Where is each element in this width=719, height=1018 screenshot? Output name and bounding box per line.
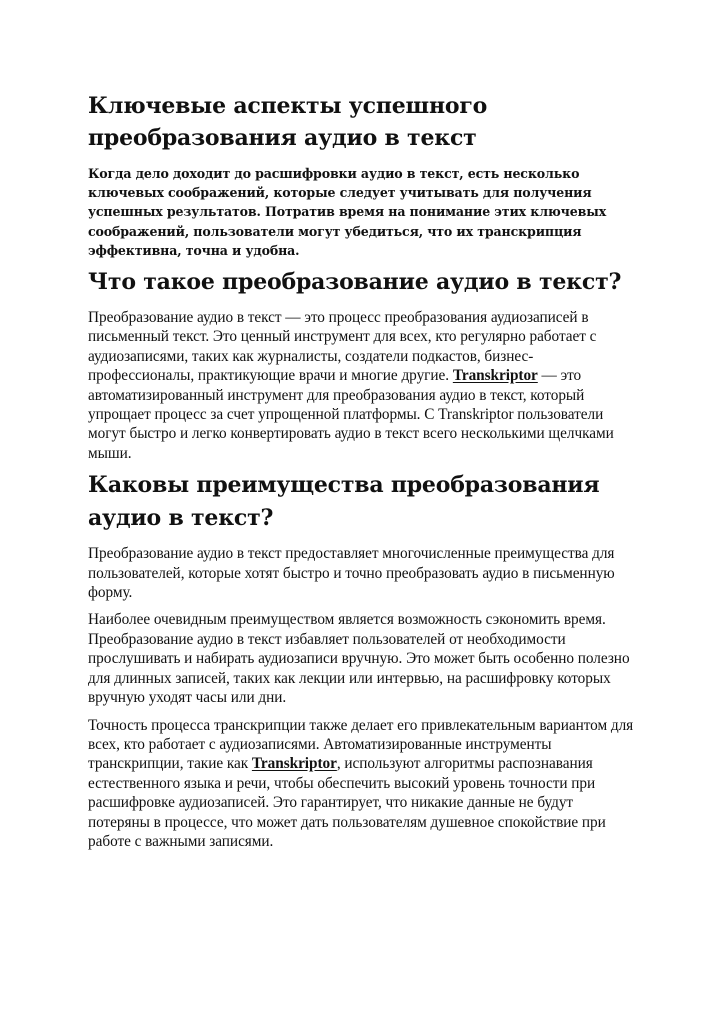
document-page xyxy=(88,90,636,851)
transkriptor-link[interactable]: Transkriptor xyxy=(452,367,538,385)
benefits-paragraph-2: Наиболее очевидным преимуществом является возможность сэкономить время. Преобразование аудио в текст избавляет пользователей от необходимости прослушивать и набирать аудиозаписи вручную. Это может быть особенно полезно для длинных записей, таких как лекции или интервью, на расшифровку которых вручную уходят часы или дни. xyxy=(88,611,630,707)
section-heading-benefits: Каковы преимущества преобразования аудио в текст? xyxy=(88,472,600,532)
page-title: Ключевые аспекты успешного преобразования аудио в текст xyxy=(88,93,488,151)
benefits-paragraph-3 xyxy=(88,716,636,852)
paragraph-text: Точность процесса транскрипции также делает его привлекательным вариантом для всех, кто работает с аудиозаписями. Автоматизированные инструменты транскрипции, такие как xyxy=(88,716,634,773)
section-what-is-paragraph xyxy=(88,308,636,463)
section-heading-what-is: Что такое преобразование аудио в текст? xyxy=(88,269,622,296)
transkriptor-link-2[interactable]: Transkriptor xyxy=(251,755,337,773)
lead-paragraph: Когда дело доходит до расшифровки аудио в текст, есть несколько ключевых соображений, которые следует учитывать для получения успешных результатов. Потратив время на понимание этих ключевых соображений, пользователи могут убедиться, что их транскрипция эффективна, точна и удобна. xyxy=(88,166,607,258)
paragraph-text: Преобразование аудио в текст — это процесс преобразования аудиозаписей в письменный текст. Это ценный инструмент для всех, кто регулярно работает с аудиозаписями, таких как журналисты, создатели подкастов, бизнес-профессионалы, практикующие врачи и многие другие. xyxy=(88,309,597,385)
paragraph-text: , используют алгоритмы распознавания естественного языка и речи, чтобы обеспечить высокий уровень точности при расшифровке аудиозаписей. Это гарантирует, что никакие данные не будут потеряны в процессе, что может дать пользователям душевное спокойствие при работе с важными записями. xyxy=(88,755,606,850)
benefits-paragraph-1: Преобразование аудио в текст предоставляет многочисленные преимущества для пользователей, которые хотят быстро и точно преобразовать аудио в письменную форму. xyxy=(88,545,615,602)
paragraph-text: — это автоматизированный инструмент для преобразования аудио в текст, который упрощает процесс за счет упрощенной платформы. С Transkriptor пользователи могут быстро и легко конвертировать аудио в текст всего несколькими щелчками мыши. xyxy=(88,367,614,462)
